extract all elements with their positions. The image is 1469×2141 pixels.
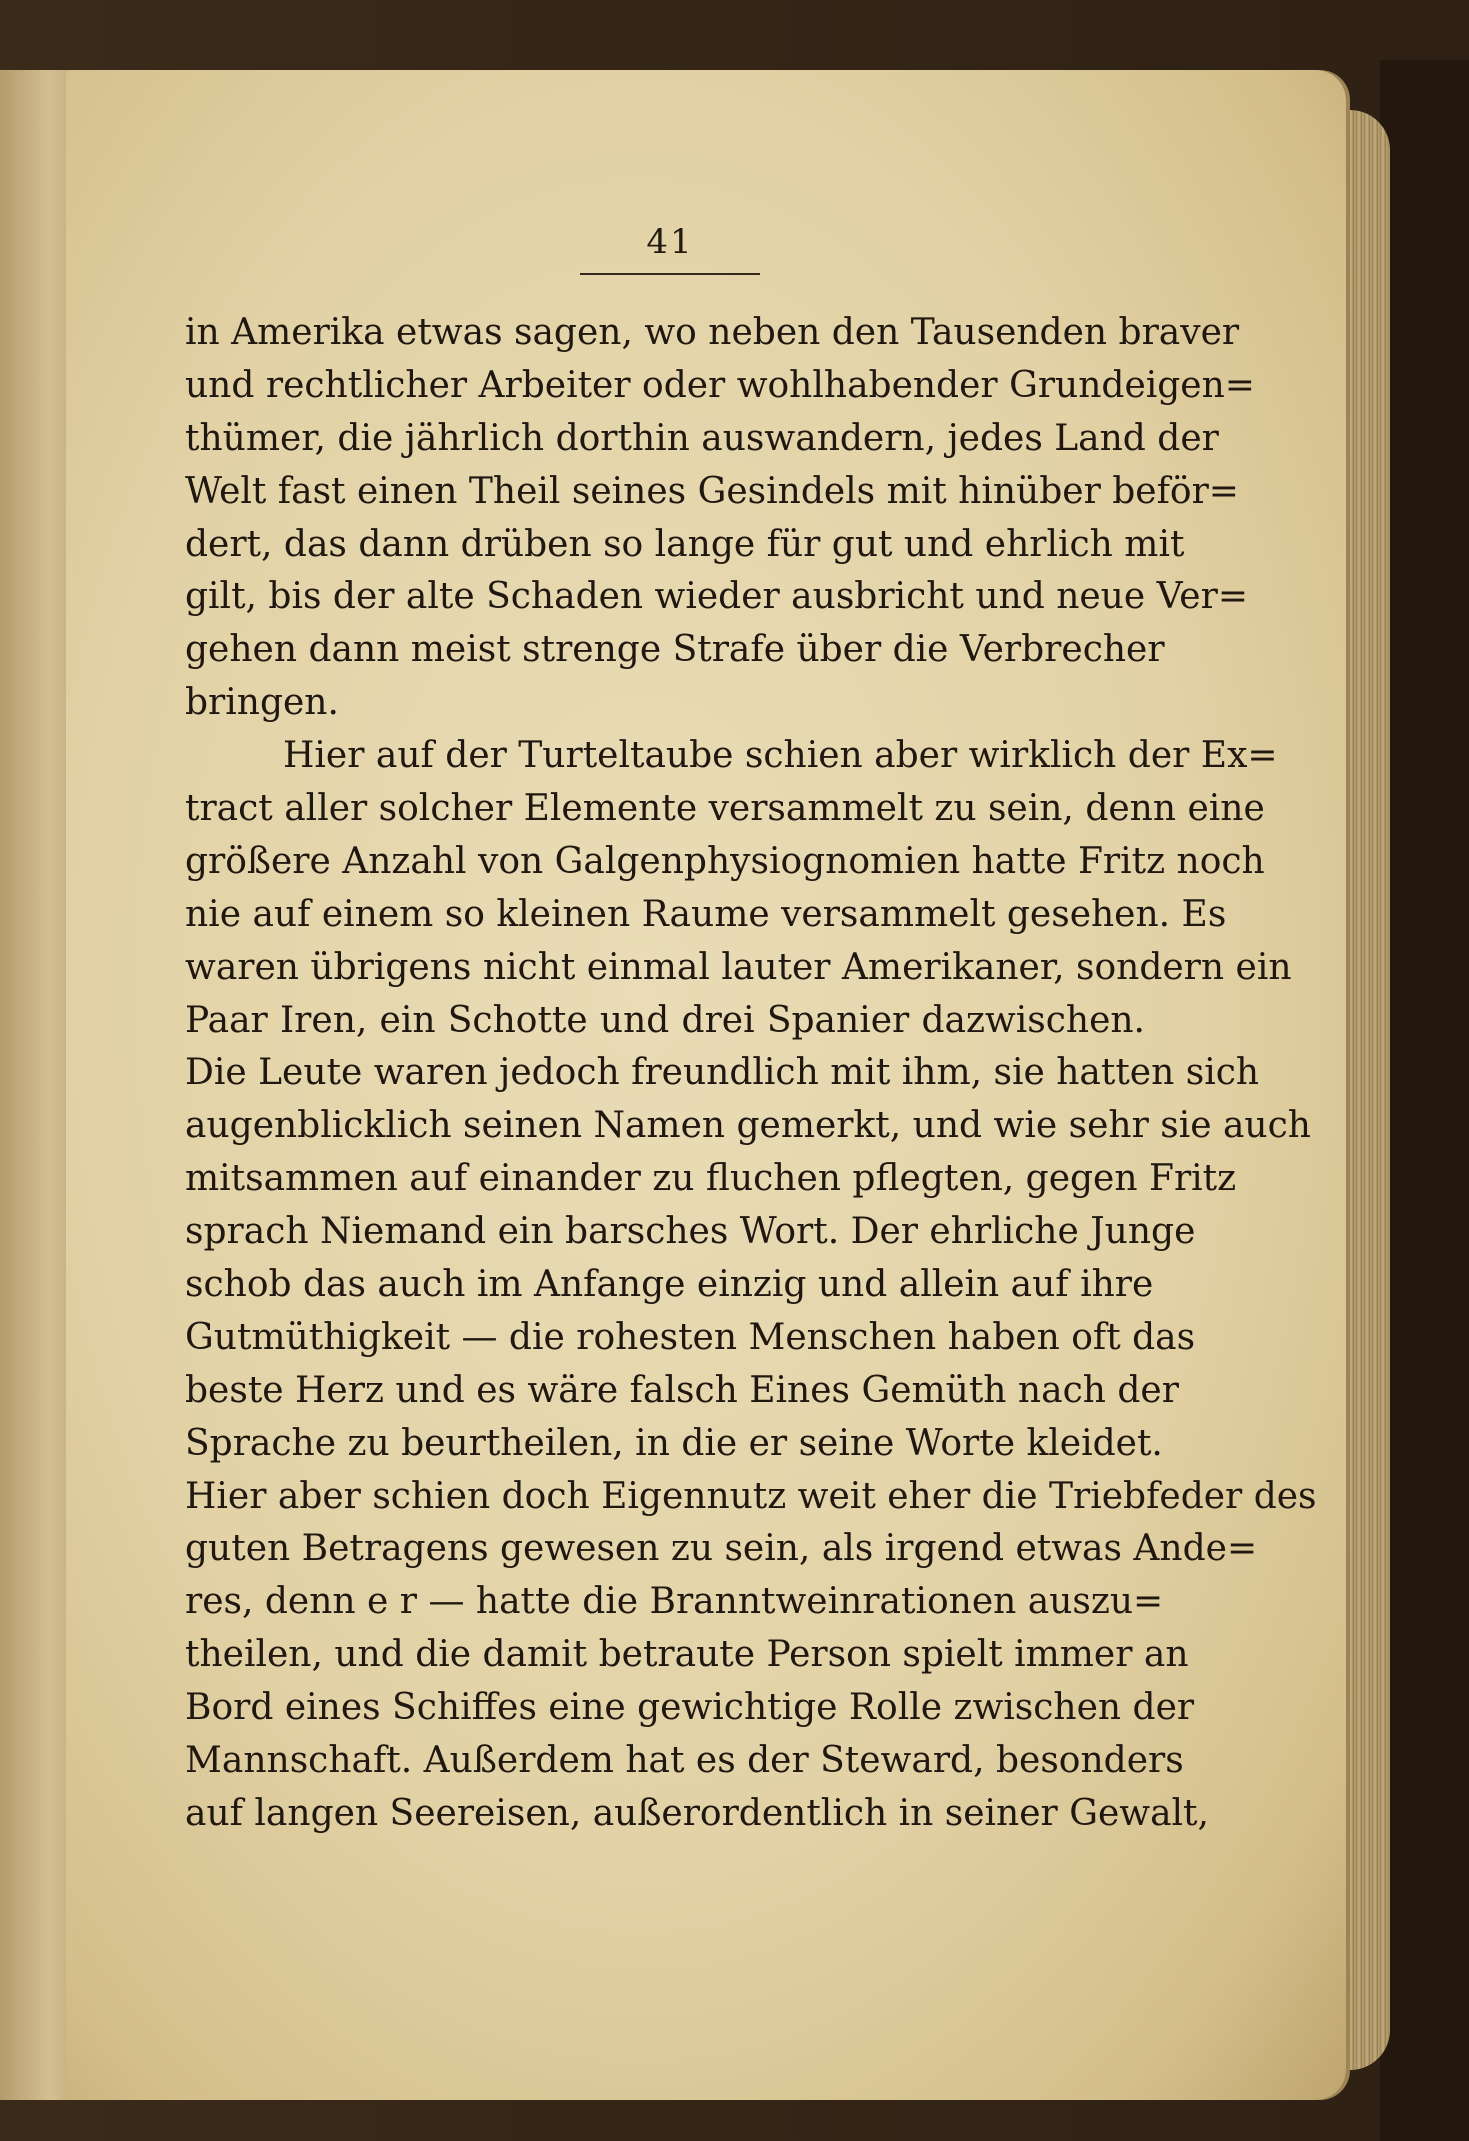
text-line: Mannschaft. Außerdem hat es der Steward, besonders (185, 1740, 1184, 1782)
text-line: theilen, und die damit betraute Person spielt immer an (185, 1634, 1189, 1676)
text-line: gehen dann meist strenge Strafe über die Verbrecher (185, 629, 1165, 671)
text-line: Hier aber schien doch Eigennutz weit eher die Triebfeder des (185, 1475, 1317, 1517)
text-line: guten Betragens gewesen zu sein, als irgend etwas Ande= (185, 1528, 1258, 1570)
text-line: sprach Niemand ein barsches Wort. Der ehrliche Junge (185, 1211, 1196, 1253)
text-line: Die Leute waren jedoch freundlich mit ihm, sie hatten sich (185, 1052, 1260, 1094)
text-line: Hier auf der Turteltaube schien aber wirklich der Ex= (283, 735, 1278, 777)
text-line: größere Anzahl von Galgenphysiognomien hatte Fritz noch (185, 840, 1265, 882)
text-line: Sprache zu beurtheilen, in die er seine Worte kleidet. (185, 1422, 1163, 1464)
left-page-edge (0, 70, 74, 2100)
book-cover-edge (1380, 60, 1469, 2141)
text-line: waren übrigens nicht einmal lauter Amerikaner, sondern ein (185, 946, 1292, 988)
page-number-rule (580, 273, 760, 275)
text-line: in Amerika etwas sagen, wo neben den Tausenden braver (185, 312, 1240, 353)
text-line: bringen. (185, 682, 339, 724)
text-line: Bord eines Schiffes eine gewichtige Rolle zwischen der (185, 1687, 1195, 1729)
text-line: dert, das dann drüben so lange für gut und ehrlich mit (185, 523, 1185, 565)
text-line: beste Herz und es wäre falsch Eines Gemüth nach der (185, 1369, 1179, 1411)
text-line: res, denn e r — hatte die Branntweinrationen auszu= (185, 1581, 1164, 1623)
text-line: thümer, die jährlich dorthin auswandern, jedes Land der (185, 417, 1219, 459)
text-line: Paar Iren, ein Schotte und drei Spanier dazwischen. (185, 999, 1145, 1041)
text-line: mitsammen auf einander zu fluchen pflegten, gegen Fritz (185, 1158, 1237, 1200)
text-line: augenblicklich seinen Namen gemerkt, und wie sehr sie auch (185, 1105, 1311, 1147)
text-line: Welt fast einen Theil seines Gesindels mit hinüber beför= (185, 470, 1239, 512)
page-number: 41 (646, 222, 694, 262)
text-line: gilt, bis der alte Schaden wieder ausbricht und neue Ver= (185, 576, 1248, 618)
text-line: und rechtlicher Arbeiter oder wohlhabender Grundeigen= (185, 364, 1255, 406)
text-line: Gutmüthigkeit — die rohesten Menschen haben oft das (185, 1316, 1196, 1358)
text-line: nie auf einem so kleinen Raume versammelt gesehen. Es (185, 893, 1227, 935)
text-line: schob das auch im Anfange einzig und allein auf ihre (185, 1264, 1154, 1306)
text-line: tract aller solcher Elemente versammelt zu sein, denn eine (185, 788, 1265, 830)
text-line: auf langen Seereisen, außerordentlich in seiner Gewalt, (185, 1792, 1209, 1834)
body-text (185, 307, 1317, 1841)
